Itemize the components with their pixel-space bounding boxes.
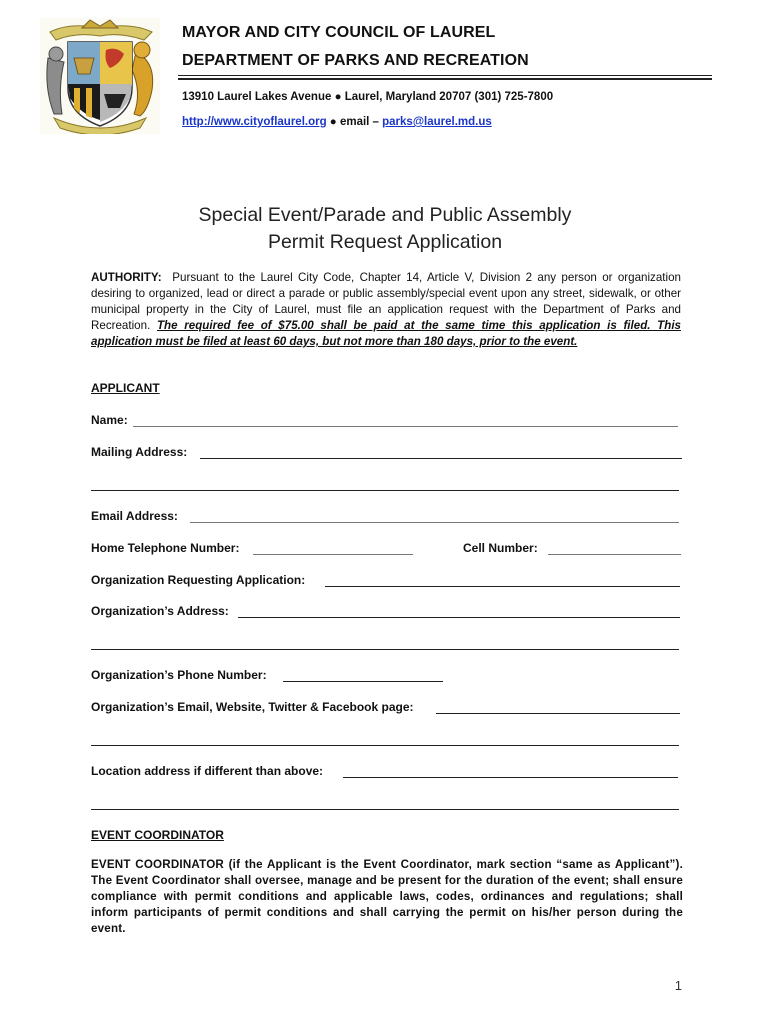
org-address-label: Organization’s Address: xyxy=(91,604,229,618)
org-web-field[interactable] xyxy=(436,713,680,714)
authority-emphasis: The required fee of $75.00 shall be paid at the same time this application is filed. This application must be filed at least 60 days, but not more than 180 days, prior to the event. xyxy=(91,319,681,348)
cell-number-label: Cell Number xyxy=(463,541,534,555)
org-name-line1: MAYOR AND CITY COUNCIL OF LAUREL xyxy=(182,24,496,41)
doc-title-line2: Permit Request Application xyxy=(267,231,503,253)
authority-label: AUTHORITY: xyxy=(91,271,162,284)
org-requesting-field[interactable] xyxy=(325,586,680,587)
org-phone-label: Organization’s Phone Number: xyxy=(91,668,267,682)
org-requesting-label: Organization Requesting Application: xyxy=(91,573,306,587)
home-phone-field[interactable] xyxy=(253,554,413,555)
email-address-label: Email Address xyxy=(91,509,174,523)
header-rule-thin xyxy=(178,75,712,76)
authority-paragraph xyxy=(91,270,685,350)
mailing-address-field-line2[interactable] xyxy=(91,490,679,491)
website-link[interactable]: http://www.cityoflaurel.org xyxy=(182,116,327,128)
email-address-field[interactable] xyxy=(190,522,679,523)
header-rule-thick xyxy=(178,78,712,80)
email-link[interactable]: parks@laurel.md.us xyxy=(382,116,492,128)
mailing-address-label: Mailing Address: xyxy=(91,445,188,459)
name-label: Name xyxy=(91,413,124,427)
location-field-line2[interactable] xyxy=(91,809,679,810)
org-name-line2: DEPARTMENT OF PARKS AND RECREATION xyxy=(182,52,529,69)
org-phone-field[interactable] xyxy=(283,681,443,682)
mailing-address-field[interactable] xyxy=(200,458,682,459)
city-crest-icon xyxy=(40,18,160,134)
doc-title-line1: Special Event/Parade and Public Assembly xyxy=(198,204,572,226)
org-web-label: Organization’s Email, Website, Twitter & Facebook page: xyxy=(91,700,414,714)
event-coordinator-section-title: EVENT COORDINATOR xyxy=(91,828,224,842)
contact-line xyxy=(182,116,492,128)
authority-body: Pursuant to the Laurel City Code, Chapter 14, Article V, Division 2 any person or organization desiring to organized, lead or direct a parade or public assembly/special event upon any street, sidewalk, or other municipal property in the City of Laurel, must file an application request with the Department of Parks and Recreation. xyxy=(91,271,685,332)
contact-separator: ● email – xyxy=(326,116,383,128)
org-address-field-line2[interactable] xyxy=(91,649,679,650)
location-field[interactable] xyxy=(343,777,678,778)
org-web-field-line2[interactable] xyxy=(91,745,679,746)
cell-number-field[interactable] xyxy=(548,554,681,555)
event-coordinator-paragraph: EVENT COORDINATOR (if the Applicant is the Event Coordinator, mark section “same as Applicant”). The Event Coordinator shall oversee, manage and be present for the duration of the event; shall ensure compliance with permit conditions and applicable laws, codes, ordinances and regulations; shall inform participants of permit conditions and shall carrying the permit on his/her person during the event. xyxy=(91,858,683,935)
location-label: Location address if different than above: xyxy=(91,764,324,778)
page-number: 1 xyxy=(674,978,682,993)
name-field[interactable] xyxy=(133,426,678,427)
address-line: 13910 Laurel Lakes Avenue ● Laurel, Maryland 20707 (301) 725-7800 xyxy=(182,91,554,103)
home-phone-label: Home Telephone Number: xyxy=(91,541,240,555)
applicant-section-title: APPLICANT xyxy=(91,381,160,395)
org-address-field[interactable] xyxy=(238,617,680,618)
